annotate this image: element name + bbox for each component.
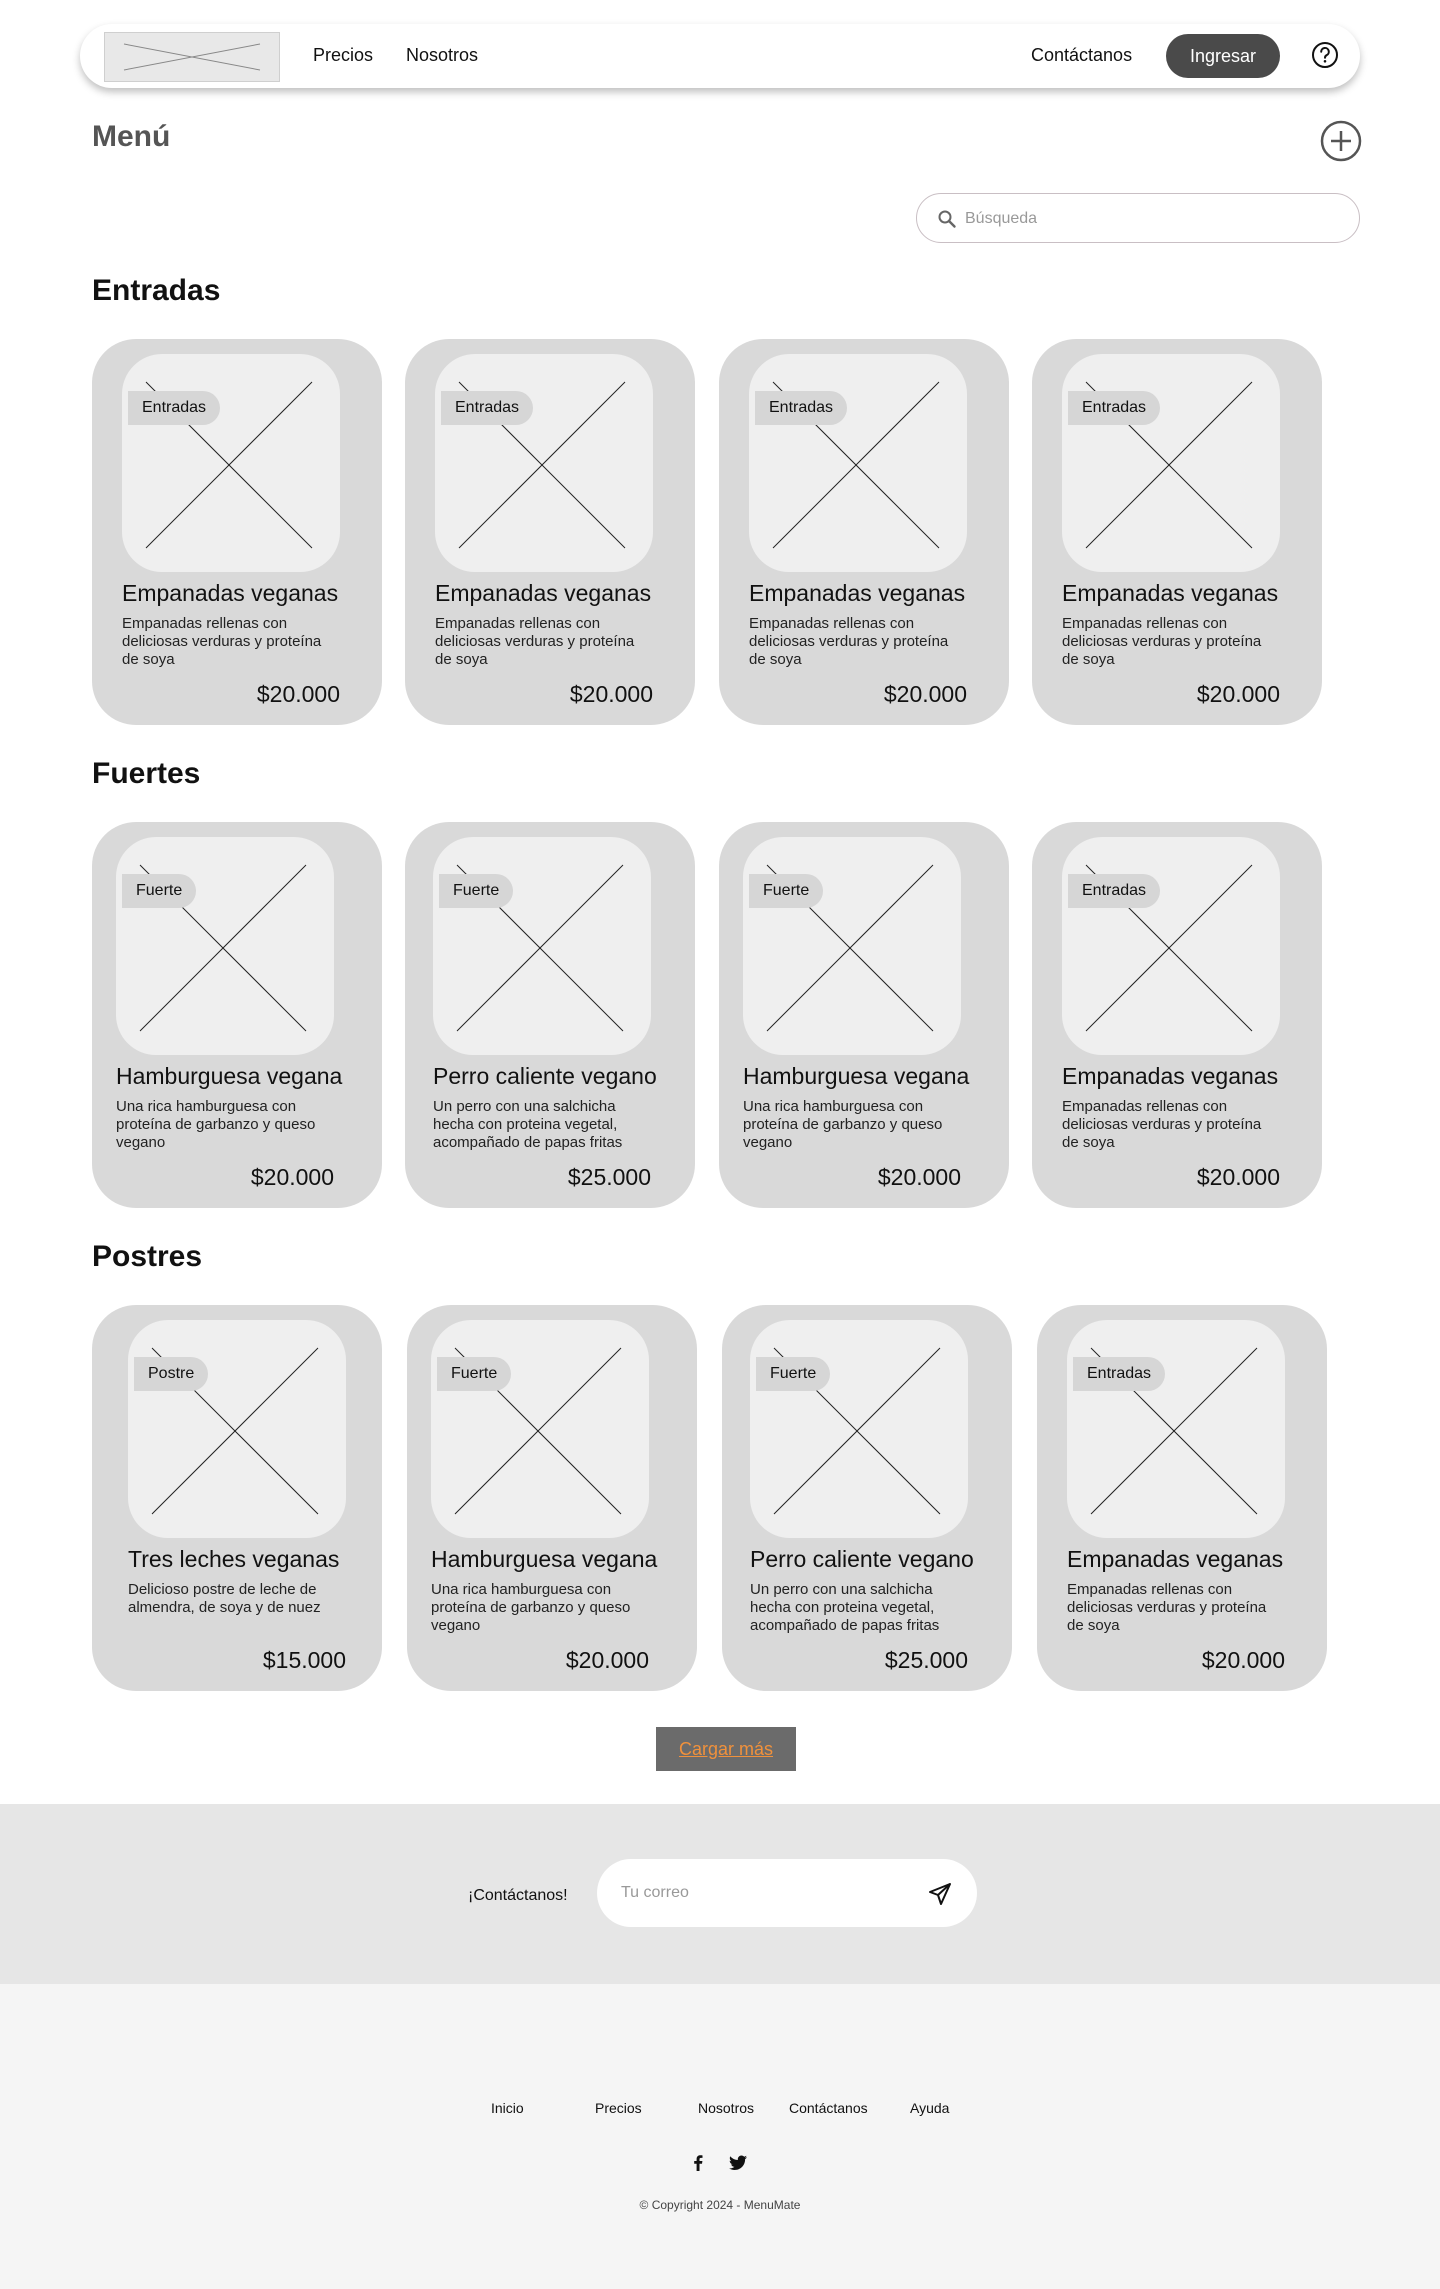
footer	[0, 1984, 1440, 2289]
dish-price: $20.000	[883, 681, 967, 707]
dish-description: Empanadas rellenas con deliciosas verduras y proteína de soya	[435, 615, 635, 668]
menu-card[interactable]	[722, 1305, 1012, 1691]
category-tag: Entradas	[441, 391, 533, 425]
category-tag: Fuerte	[439, 874, 513, 908]
dish-description: Una rica hamburguesa con proteína de garbanzo y queso vegano	[743, 1098, 943, 1151]
dish-name: Empanadas veganas	[122, 580, 339, 606]
copyright: © Copyright 2024 - MenuMate	[639, 2198, 801, 2212]
dish-name: Hamburguesa vegana	[116, 1063, 343, 1089]
login-button[interactable]: Ingresar	[1166, 34, 1280, 78]
dish-price: $20.000	[1196, 681, 1280, 707]
dish-name: Empanadas veganas	[1062, 1063, 1279, 1089]
dish-name: Empanadas veganas	[1062, 580, 1279, 606]
category-tag: Entradas	[128, 391, 220, 425]
nav-link-precios[interactable]: Precios	[313, 45, 374, 65]
page-title: Menú	[92, 120, 171, 153]
dish-price: $15.000	[262, 1647, 346, 1673]
footer-link-nosotros[interactable]: Nosotros	[698, 2100, 755, 2116]
category-tag: Fuerte	[122, 874, 196, 908]
menu-card[interactable]	[1032, 339, 1322, 725]
category-tag: Entradas	[1068, 391, 1160, 425]
dish-image-placeholder	[116, 837, 334, 1055]
dish-description: Delicioso postre de leche de almendra, de soya y de nuez	[128, 1581, 321, 1616]
dish-price: $20.000	[565, 1647, 649, 1673]
facebook-icon[interactable]	[687, 2152, 709, 2174]
dish-image-placeholder	[433, 837, 651, 1055]
dish-name: Tres leches veganas	[128, 1546, 340, 1572]
dish-image-placeholder	[749, 354, 967, 572]
email-field-wrapper	[597, 1859, 977, 1927]
logo-placeholder[interactable]	[104, 32, 280, 82]
menu-card[interactable]	[92, 339, 382, 725]
dish-image-placeholder	[1062, 837, 1280, 1055]
footer-link-precios[interactable]: Precios	[595, 2100, 642, 2116]
image-placeholder-icon	[435, 354, 653, 572]
dish-description: Un perro con una salchicha hecha con proteina vegetal, acompañado de papas fritas	[433, 1098, 623, 1151]
email-field[interactable]	[621, 1881, 921, 1905]
dish-description: Una rica hamburguesa con proteína de garbanzo y queso vegano	[116, 1098, 316, 1151]
menu-card[interactable]	[719, 339, 1009, 725]
image-placeholder-icon	[1062, 354, 1280, 572]
nav-link-contactanos[interactable]: Contáctanos	[1031, 45, 1133, 65]
menu-card[interactable]	[92, 822, 382, 1208]
dish-name: Empanadas veganas	[749, 580, 966, 606]
menu-card[interactable]	[405, 822, 695, 1208]
contact-section	[0, 1804, 1440, 1984]
search-bar	[916, 193, 1360, 243]
footer-link-ayuda[interactable]: Ayuda	[910, 2100, 950, 2116]
dish-description: Un perro con una salchicha hecha con proteina vegetal, acompañado de papas fritas	[750, 1581, 940, 1634]
image-placeholder-icon	[750, 1320, 968, 1538]
dish-price: $20.000	[1196, 1164, 1280, 1190]
contact-label: ¡Contáctanos!	[468, 1887, 568, 1904]
menu-card[interactable]	[92, 1305, 382, 1691]
dish-description: Empanadas rellenas con deliciosas verduras y proteína de soya	[1067, 1581, 1267, 1634]
dish-name: Empanadas veganas	[1067, 1546, 1284, 1572]
footer-link-contactanos[interactable]: Contáctanos	[789, 2100, 868, 2116]
help-icon[interactable]	[1310, 40, 1340, 70]
dish-price: $20.000	[569, 681, 653, 707]
section-title: Postres	[92, 1240, 203, 1273]
logo-image-icon	[104, 32, 280, 82]
dish-description: Empanadas rellenas con deliciosas verduras y proteína de soya	[122, 615, 322, 668]
section-title: Entradas	[92, 274, 221, 307]
image-placeholder-icon	[433, 837, 651, 1055]
dish-price: $20.000	[877, 1164, 961, 1190]
menu-card[interactable]	[407, 1305, 697, 1691]
menu-card[interactable]	[405, 339, 695, 725]
navbar	[80, 24, 1360, 88]
image-placeholder-icon	[122, 354, 340, 572]
dish-image-placeholder	[743, 837, 961, 1055]
dish-image-placeholder	[122, 354, 340, 572]
dish-description: Empanadas rellenas con deliciosas verduras y proteína de soya	[1062, 615, 1262, 668]
dish-name: Perro caliente vegano	[750, 1546, 974, 1572]
category-tag: Fuerte	[749, 874, 823, 908]
category-tag: Entradas	[1068, 874, 1160, 908]
category-tag: Fuerte	[756, 1357, 830, 1391]
menu-card[interactable]	[1037, 1305, 1327, 1691]
dish-price: $25.000	[567, 1164, 651, 1190]
dish-image-placeholder	[1062, 354, 1280, 572]
dish-image-placeholder	[1067, 1320, 1285, 1538]
image-placeholder-icon	[1067, 1320, 1285, 1538]
dish-image-placeholder	[435, 354, 653, 572]
dish-image-placeholder	[431, 1320, 649, 1538]
nav-link-nosotros[interactable]: Nosotros	[406, 45, 479, 65]
category-tag: Entradas	[1073, 1357, 1165, 1391]
category-tag: Entradas	[755, 391, 847, 425]
dish-price: $20.000	[1201, 1647, 1285, 1673]
dish-image-placeholder	[750, 1320, 968, 1538]
twitter-icon[interactable]	[727, 2152, 749, 2174]
dish-name: Perro caliente vegano	[433, 1063, 657, 1089]
dish-name: Empanadas veganas	[435, 580, 652, 606]
dish-name: Hamburguesa vegana	[743, 1063, 970, 1089]
load-more-button[interactable]: Cargar más	[656, 1727, 796, 1771]
menu-card[interactable]	[1032, 822, 1322, 1208]
dish-name: Hamburguesa vegana	[431, 1546, 658, 1572]
image-placeholder-icon	[431, 1320, 649, 1538]
dish-description: Empanadas rellenas con deliciosas verduras y proteína de soya	[749, 615, 949, 668]
dish-description: Una rica hamburguesa con proteína de garbanzo y queso vegano	[431, 1581, 631, 1634]
dish-price: $20.000	[250, 1164, 334, 1190]
search-input[interactable]	[965, 206, 1325, 232]
category-tag: Postre	[134, 1357, 208, 1391]
category-tag: Fuerte	[437, 1357, 511, 1391]
dish-image-placeholder	[128, 1320, 346, 1538]
dish-price: $20.000	[256, 681, 340, 707]
search-icon	[937, 209, 957, 229]
image-placeholder-icon	[743, 837, 961, 1055]
footer-link-inicio[interactable]: Inicio	[491, 2100, 524, 2116]
image-placeholder-icon	[116, 837, 334, 1055]
menu-card[interactable]	[719, 822, 1009, 1208]
send-icon[interactable]	[927, 1881, 953, 1907]
add-item-icon[interactable]	[1320, 120, 1362, 162]
dish-price: $25.000	[884, 1647, 968, 1673]
image-placeholder-icon	[749, 354, 967, 572]
dish-description: Empanadas rellenas con deliciosas verduras y proteína de soya	[1062, 1098, 1262, 1151]
section-title: Fuertes	[92, 757, 201, 790]
image-placeholder-icon	[128, 1320, 346, 1538]
image-placeholder-icon	[1062, 837, 1280, 1055]
